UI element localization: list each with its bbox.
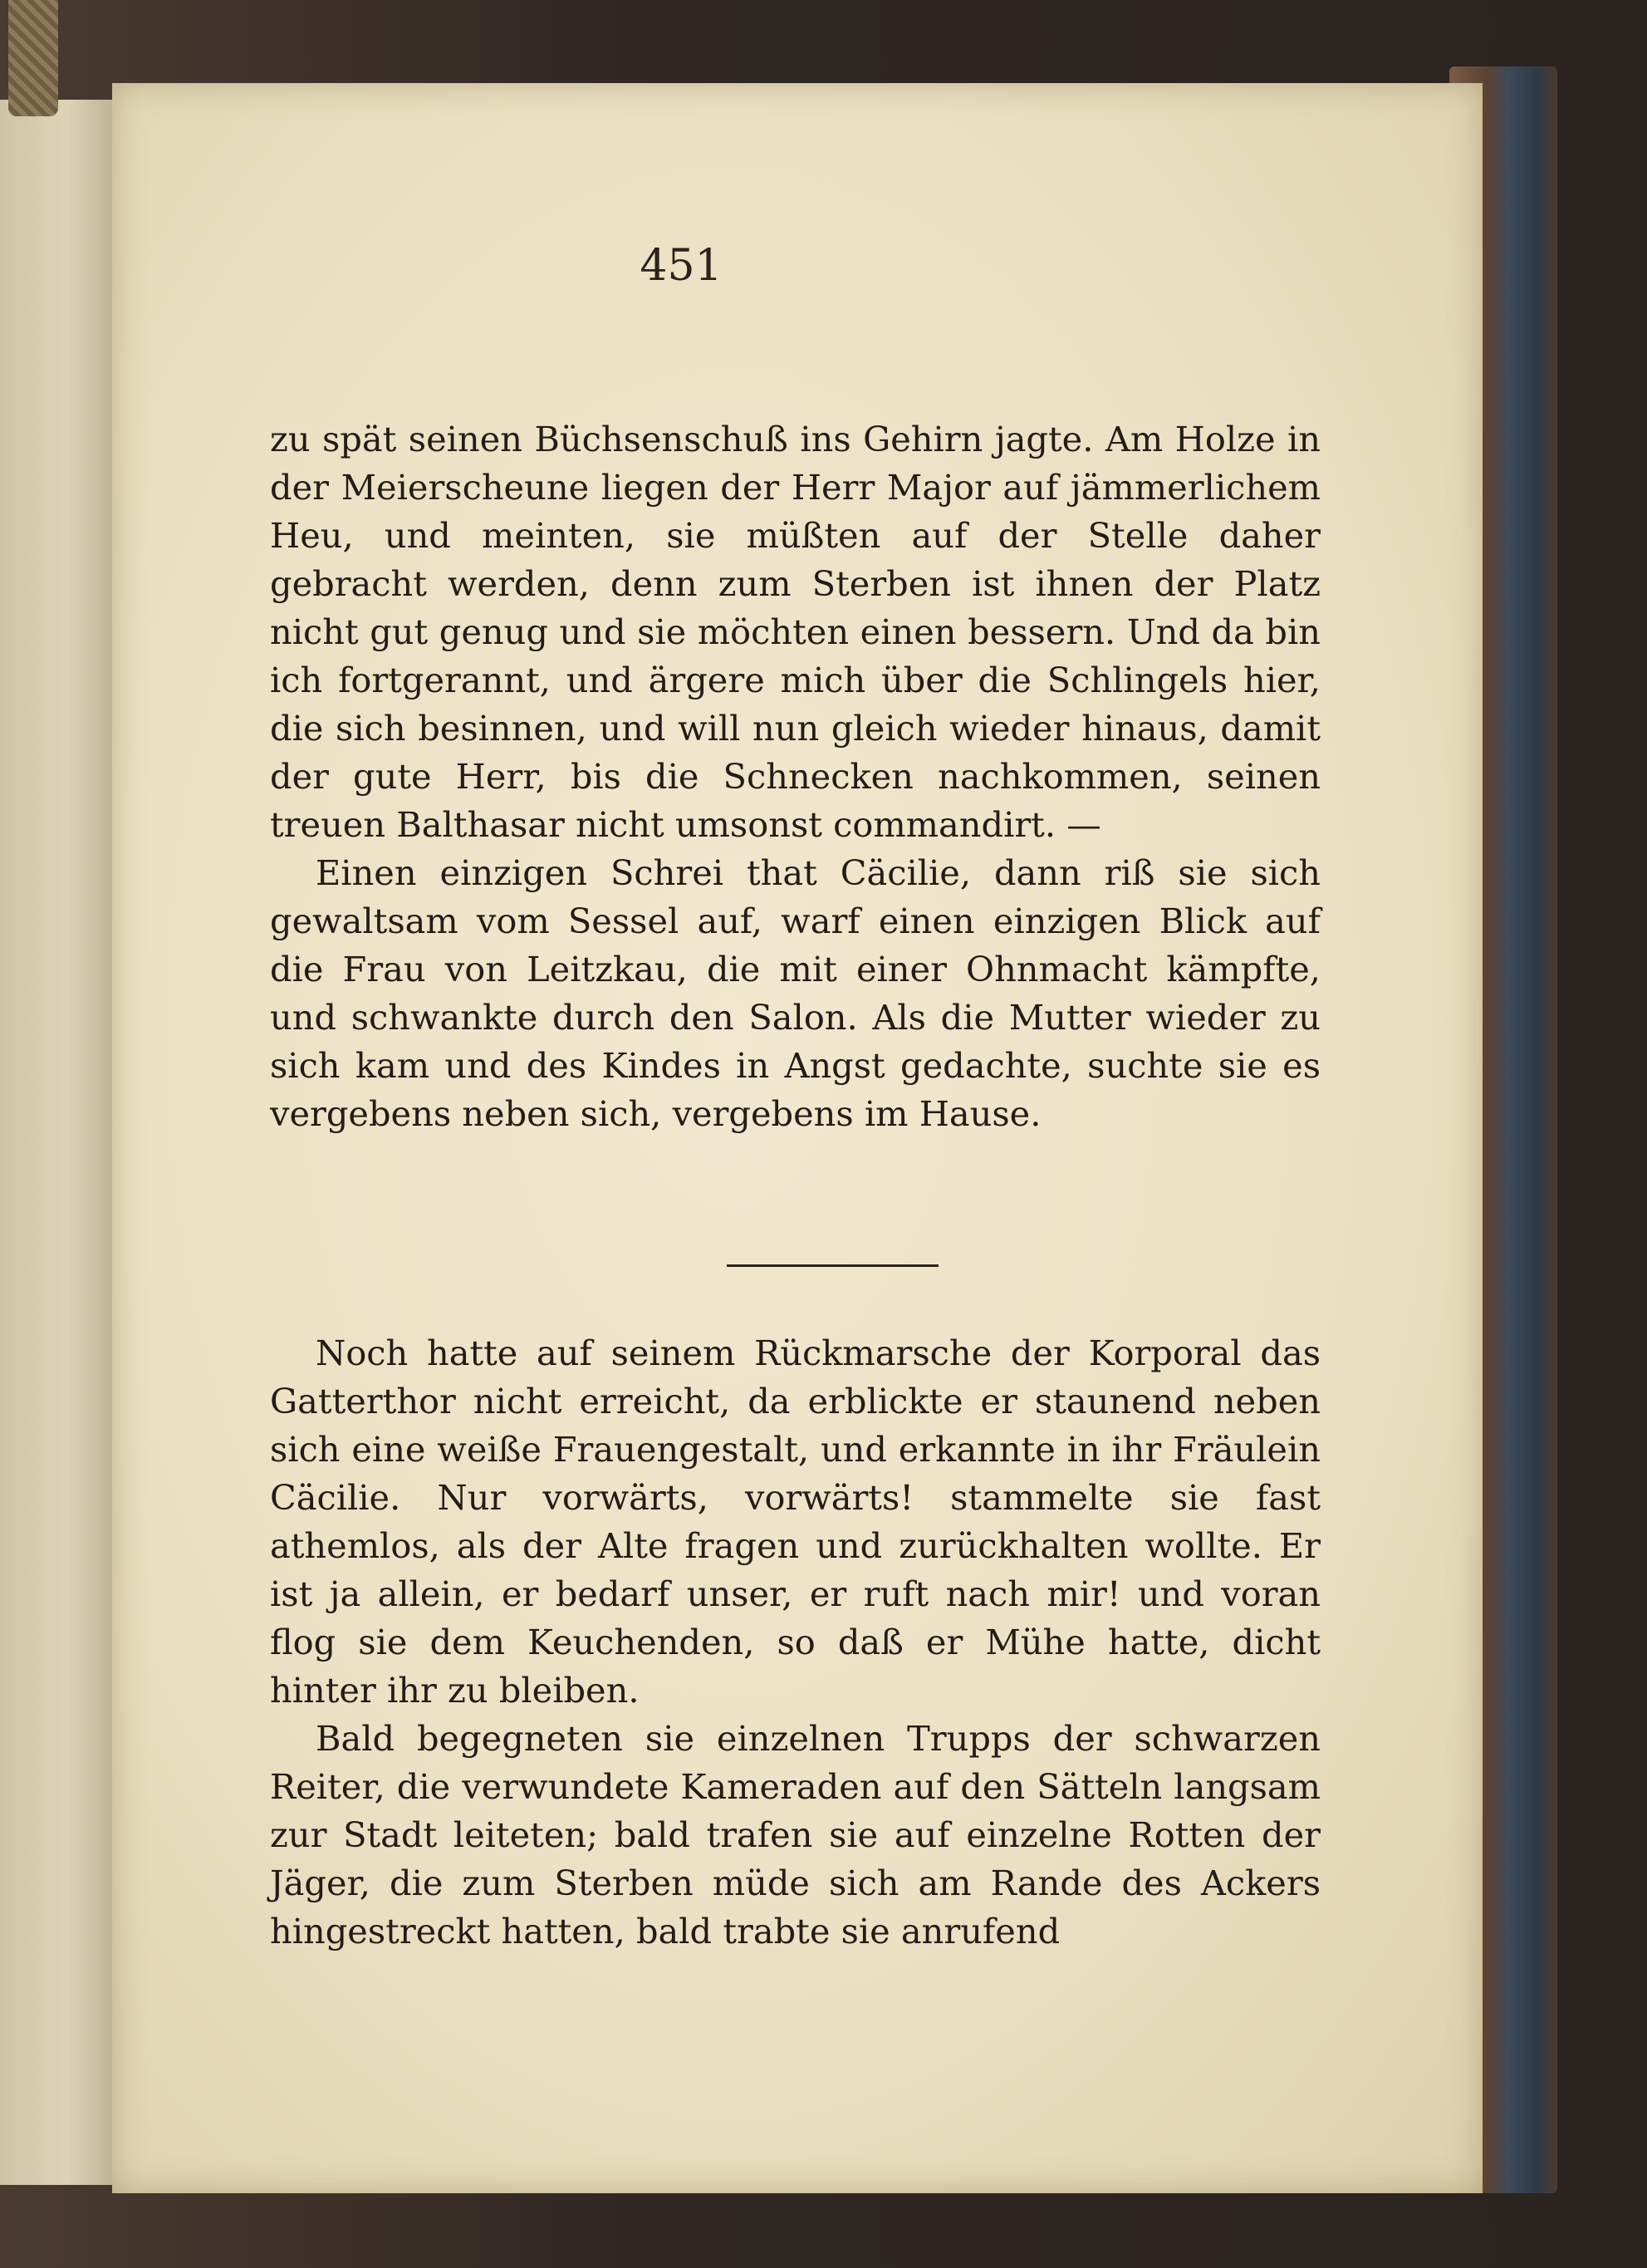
paragraph: Noch hatte auf seinem Rückmarsche der Korporal das Gatterthor nicht erreicht, da erblickte er staunend neben sich eine weiße Frauengestalt, und erkannte in ihr Fräulein Cäcilie. Nur vorwärts, vorwärts! stammelte sie fast athemlos, als der Alte fragen und zurückhalten wollte. Er ist ja allein, er bedarf unser, er ruft nach mir! und voran flog sie dem Keuchenden, so daß er Mühe hatte, dicht hinter ihr zu bleiben. xyxy=(270,1333,1321,1711)
page-number: 451 xyxy=(640,241,723,291)
text-block-top xyxy=(270,415,1321,1138)
text-block-bottom xyxy=(270,1329,1321,1956)
book-page xyxy=(112,83,1483,2193)
paragraph: Einen einzigen Schrei that Cäcilie, dann riß sie sich gewaltsam vom Sessel auf, warf einen einzigen Blick auf die Frau von Leitzkau, die mit einer Ohnmacht kämpfte, und schwankte durch den Salon. Als die Mutter wieder zu sich kam und des Kindes in Angst gedachte, suchte sie es vergebens neben sich, vergebens im Hause. xyxy=(270,852,1321,1134)
paragraph: Bald begegneten sie einzelnen Trupps der schwarzen Reiter, die verwundete Kameraden auf den Sätteln langsam zur Stadt leiteten; bald trafen sie auf einzelne Rotten der Jäger, die zum Sterben müde sich am Rande des Ackers hingestreckt hatten, bald trabte sie anrufend xyxy=(270,1718,1321,1951)
bookmark-ribbon xyxy=(8,0,58,116)
section-divider xyxy=(727,1264,939,1267)
paragraph: zu spät seinen Büchsenschuß ins Gehirn jagte. Am Holze in der Meierscheune liegen der Herr Major auf jämmerlichem Heu, und meinten, sie müßten auf der Stelle daher gebracht werden, denn zum Sterben ist ihnen der Platz nicht gut genug und sie möchten einen bessern. Und da bin ich fortgerannt, und ärgere mich über die Schlingels hier, die sich besinnen, und will nun gleich wieder hinaus, damit der gute Herr, bis die Schnecken nachkommen, seinen treuen Balthasar nicht umsonst commandirt. — xyxy=(270,419,1321,845)
facing-page-edge xyxy=(0,100,115,2185)
